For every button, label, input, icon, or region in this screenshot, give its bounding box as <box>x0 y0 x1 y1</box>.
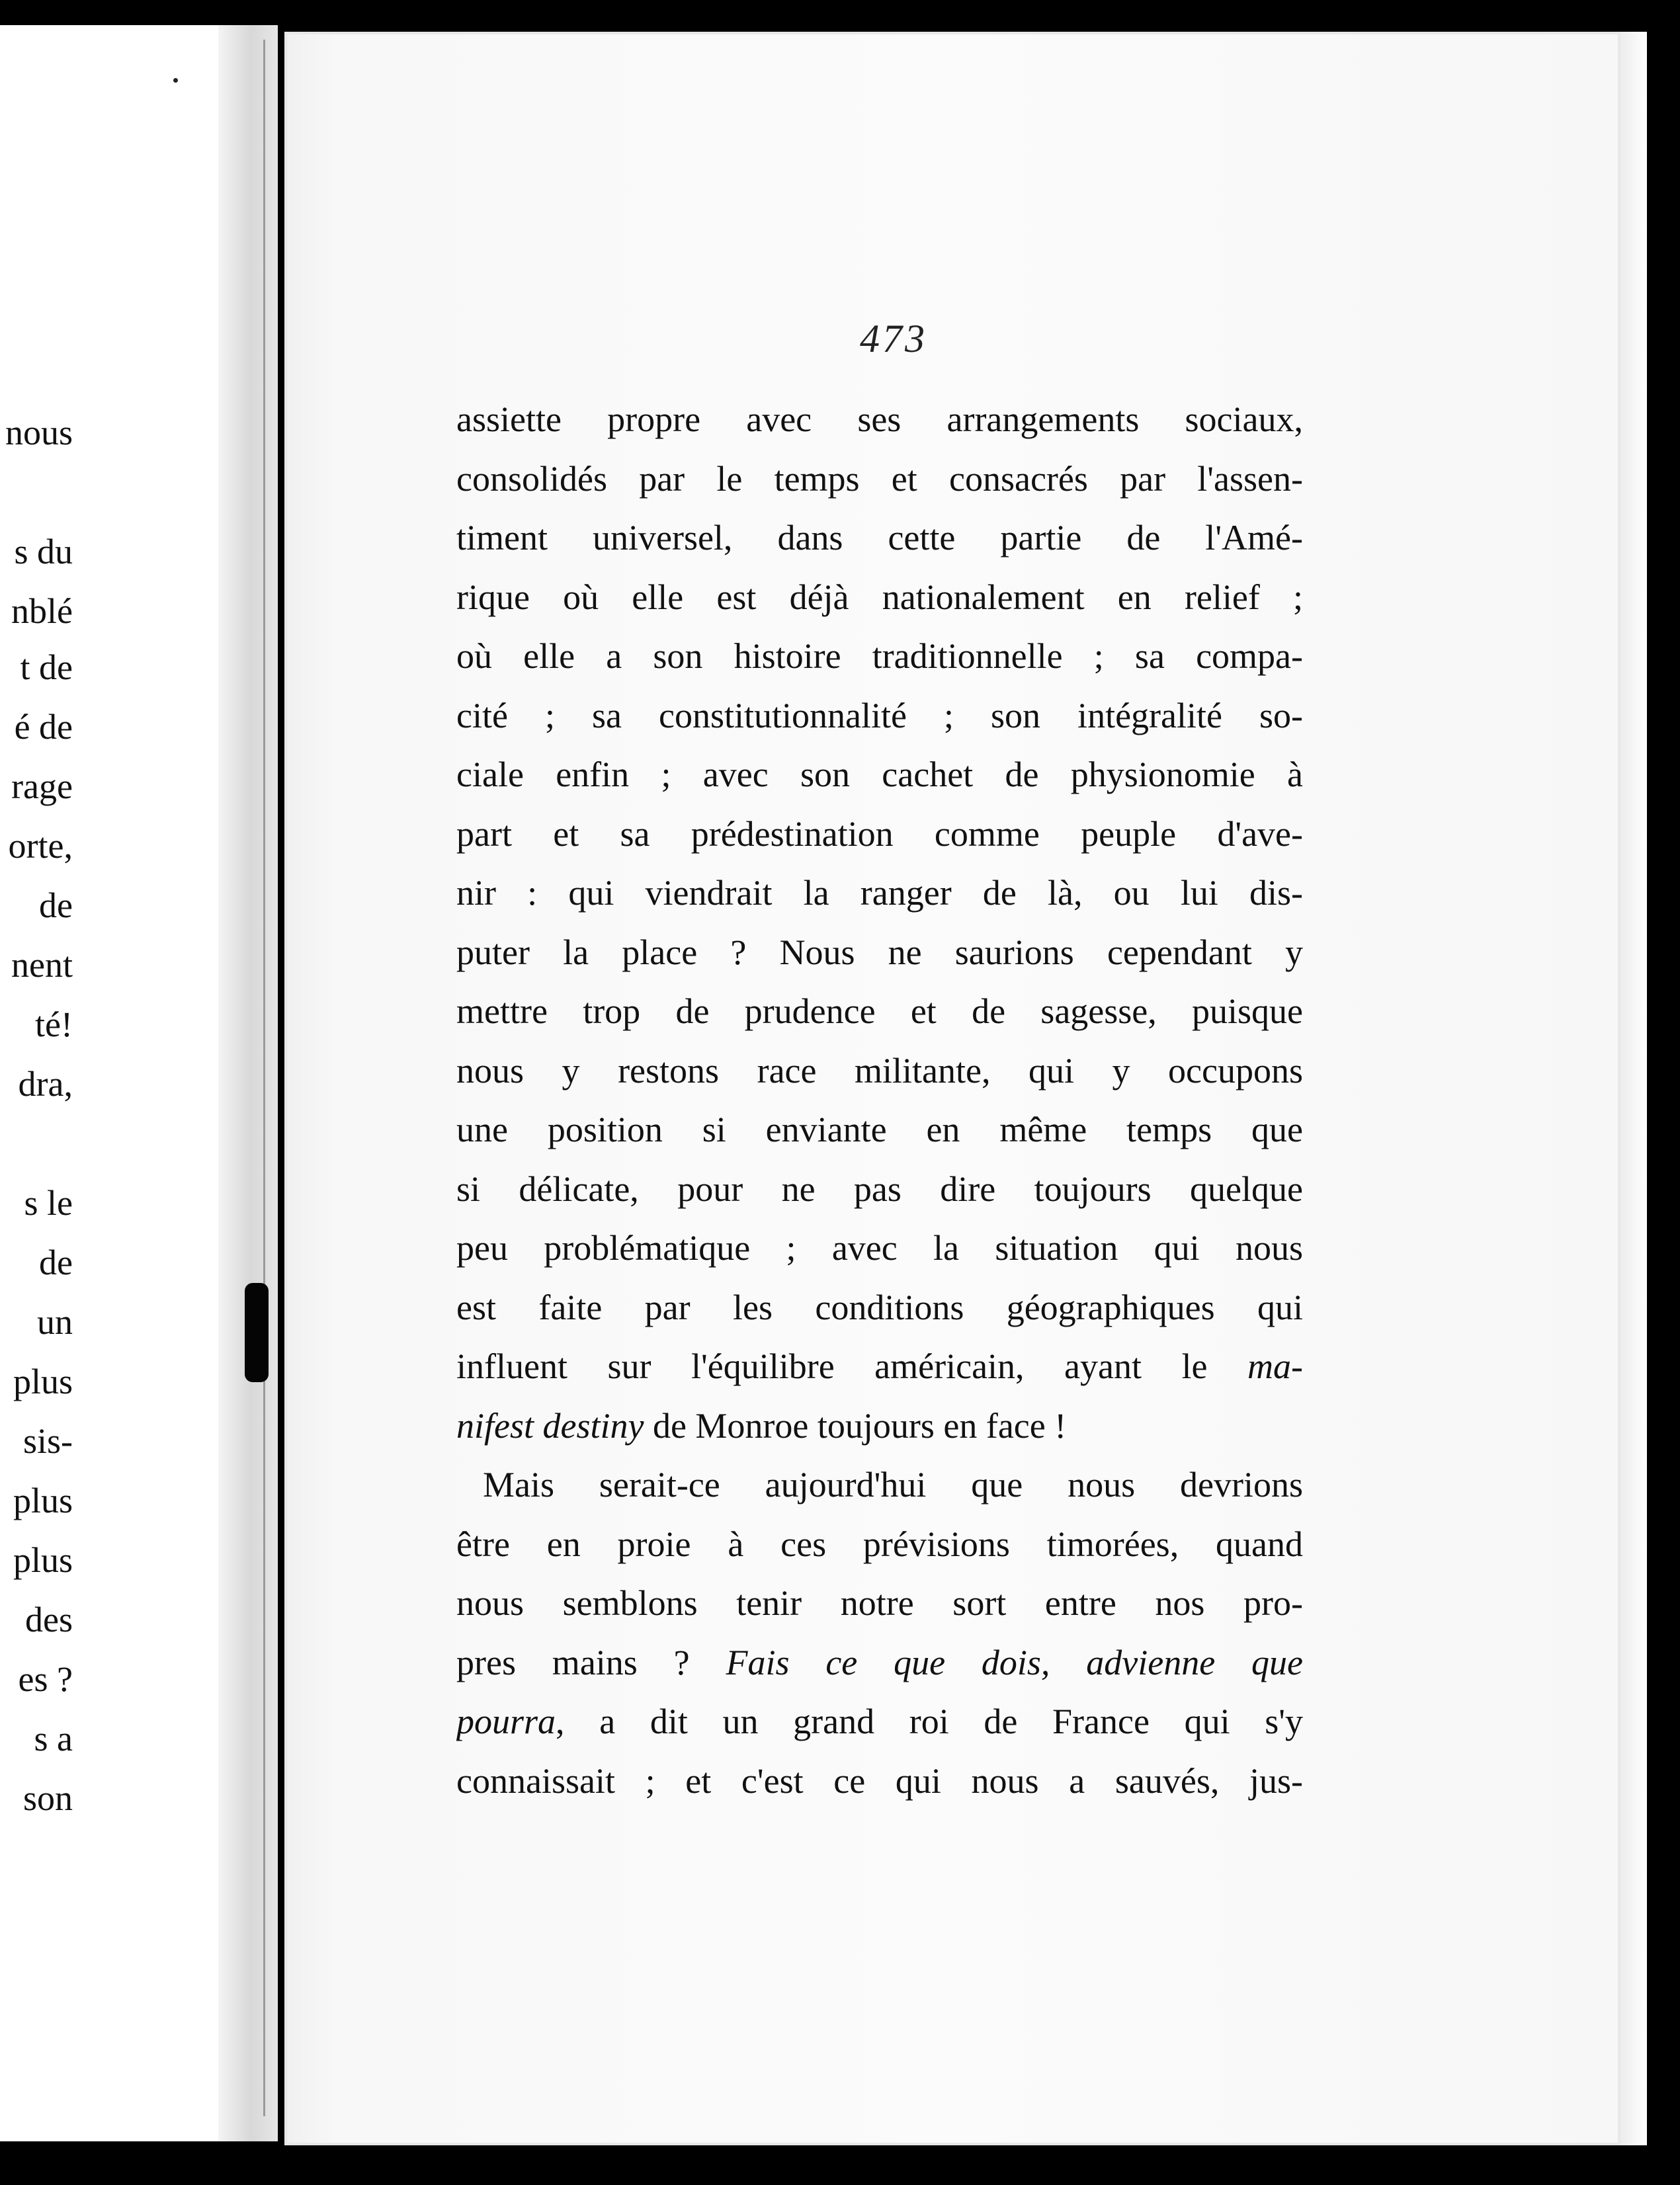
page-fold-line <box>263 40 265 2116</box>
text-line <box>456 1692 1303 1752</box>
text-line: part et sa prédestination comme peuple d'ave- <box>456 813 1303 854</box>
text-line: est faite par les conditions géographiques qui <box>456 1287 1303 1327</box>
italic-text: Fais ce que dois, advienne que <box>726 1642 1303 1682</box>
text-line: être en proie à ces prévisions timorées, quand <box>456 1524 1303 1564</box>
text-line: nir : qui viendrait la ranger de là, ou lui dis- <box>456 873 1303 913</box>
fragment: nblé <box>11 591 73 631</box>
fragment: plus <box>13 1481 73 1520</box>
binding-clip <box>245 1283 269 1382</box>
text-line-part: , a dit un grand roi de France qui s'y <box>556 1702 1303 1741</box>
fragment: son <box>22 1778 73 1818</box>
text-line: ciale enfin ; avec son cachet de physionomie à <box>456 755 1303 794</box>
page-body-text <box>456 390 1303 1811</box>
text-line: si délicate, pour ne pas dire toujours quelque <box>456 1169 1303 1209</box>
fragment: sis- <box>22 1421 73 1461</box>
fragment: plus <box>13 1362 73 1401</box>
text-line-part: de Monroe toujours en face ! <box>644 1405 1067 1446</box>
text-line: mettre trop de prudence et de sagesse, puisque <box>456 991 1303 1031</box>
text-line: timent universel, dans cette partie de l'Amé- <box>456 518 1303 557</box>
text-line: peu problématique ; avec la situation qui nous <box>456 1228 1303 1268</box>
text-line: nous semblons tenir notre sort entre nos pro- <box>456 1583 1303 1623</box>
text-line <box>456 1397 1303 1456</box>
book-gutter <box>218 25 278 2141</box>
text-line <box>456 1633 1303 1693</box>
italic-text: ma- <box>1247 1346 1303 1386</box>
fragment: plus <box>13 1540 73 1580</box>
fragment: rage <box>11 766 73 806</box>
text-line: cité ; sa constitutionnalité ; son intégralité so- <box>456 695 1303 735</box>
fragment: s a <box>34 1719 73 1758</box>
fragment: t de <box>20 647 73 687</box>
text-line-part: pres mains ? <box>456 1642 726 1682</box>
text-line: assiette propre avec ses arrangements sociaux, <box>456 399 1303 439</box>
text-line: puter la place ? Nous ne saurions cependant y <box>456 932 1303 972</box>
text-line: une position si enviante en même temps que <box>456 1110 1303 1149</box>
text-line <box>456 1337 1303 1397</box>
text-line: Mais serait-ce aujourd'hui que nous devrions <box>483 1465 1303 1505</box>
fragment: de <box>39 1243 73 1282</box>
text-line-part: influent sur l'équilibre américain, ayant le <box>456 1346 1208 1386</box>
text-line: connaissait ; et c'est ce qui nous a sauvés, jus- <box>456 1760 1303 1801</box>
italic-text: pourra <box>456 1702 556 1741</box>
fragment: de <box>39 886 73 925</box>
fragment: nous <box>5 413 73 452</box>
fragment: des <box>25 1600 73 1639</box>
fragment: dra, <box>18 1064 73 1104</box>
text-line: nous y restons race militante, qui y occupons <box>456 1050 1303 1091</box>
page-number: 473 <box>860 317 927 360</box>
fragment: s le <box>24 1183 73 1223</box>
text-line: rique où elle est déjà nationalement en relief ; <box>456 577 1303 617</box>
speck <box>173 78 178 83</box>
fragment: s du <box>14 532 73 571</box>
fragment: té! <box>35 1005 73 1044</box>
fragment: é de <box>14 707 73 747</box>
text-line: consolidés par le temps et consacrés par l'assen- <box>456 458 1303 499</box>
fragment: nent <box>11 945 73 985</box>
page-edge <box>1620 32 1647 2145</box>
text-line: où elle a son histoire traditionnelle ; sa compa- <box>456 636 1303 676</box>
italic-text: nifest destiny <box>456 1405 644 1446</box>
fragment: es ? <box>18 1659 73 1699</box>
fragment: orte, <box>8 826 73 866</box>
fragment: un <box>37 1302 73 1342</box>
